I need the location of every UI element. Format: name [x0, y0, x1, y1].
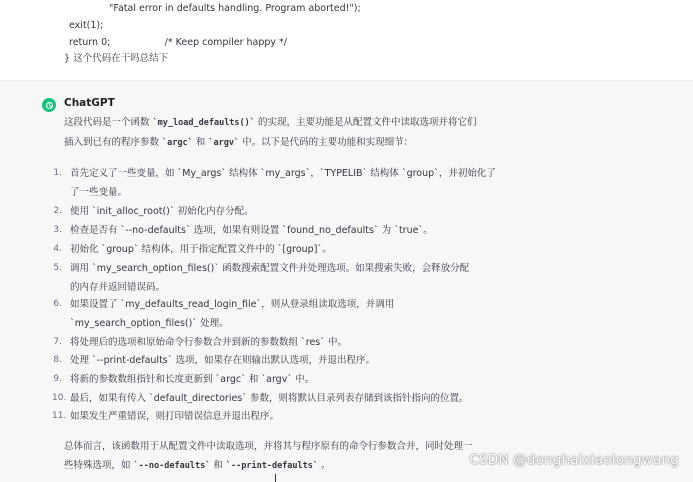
list-text [70, 259, 540, 297]
list-number: 7. [53, 337, 62, 347]
user-message [0, 0, 693, 80]
list-number: 2. [53, 206, 62, 216]
list-number: 1. [53, 168, 62, 178]
list-text [70, 295, 540, 333]
list-text: 最后，如果有传入 `default_directories` 参数，则将默认目录列表存储到该指针指向的位置。 [70, 393, 469, 404]
list-line: 调用 `my_search_option_files()` 函数搜索配置文件并处理选项。如果搜索失败，会释放分配 [70, 263, 470, 274]
inline-code: `--print-defaults` [225, 461, 319, 471]
user-code-line: exit(1); [69, 20, 104, 31]
list-number: 10. [52, 393, 67, 403]
list-line: 的内存并返回错误码。 [70, 282, 166, 293]
list-text [70, 164, 540, 202]
inline-code: `argv` [208, 138, 240, 148]
list-text: 初始化 `group` 结构体，用于指定配置文件中的 `[group]`。 [70, 244, 332, 255]
intro-text: 的实现，主要功能是从配置文件中读取选项并将它们 [257, 117, 477, 128]
csdn-watermark: CSDN @donghaixiaolongwang [469, 452, 679, 468]
user-code-line: return 0; /* Keep compiler happy */ [69, 37, 287, 48]
list-number: 5. [53, 263, 62, 273]
intro-paragraph [64, 113, 534, 153]
list-number: 9. [53, 374, 62, 384]
summary-text: 些特殊选项，如 [64, 460, 131, 471]
list-number: 3. [53, 225, 62, 235]
inline-code: `--no-defaults` [133, 461, 211, 471]
intro-text: 这段代码是一个函数 [64, 117, 150, 128]
list-number: 6. [53, 299, 62, 309]
summary-text: 总体而言，该函数用于从配置文件中读取选项，并将其与程序原有的命令行参数合并，同时处理一 [64, 441, 473, 452]
text-cursor [275, 474, 276, 482]
intro-text: 和 [195, 137, 206, 148]
list-text: 检查是否有 `--no-defaults` 选项，如果有则设置 `found_no_defaults` 为 `true`。 [70, 225, 433, 236]
list-text: 将处理后的选项和原始命令行参数合并到新的参数数组 `res` 中。 [70, 337, 348, 348]
summary-paragraph [64, 437, 534, 476]
summary-text: 。 [321, 460, 331, 471]
assistant-name: ChatGPT [64, 97, 115, 109]
summary-text: 和 [213, 460, 223, 471]
list-text: 如果发生严重错误，则打印错误信息并退出程序。 [70, 411, 280, 422]
list-number: 4. [53, 244, 62, 254]
list-line: 了一些变量。 [70, 187, 128, 198]
list-text: 处理 `--print-defaults` 选项，如果存在则输出默认选项，并退出程序。 [70, 355, 376, 366]
inline-code: `argc` [162, 138, 193, 148]
list-line: 如果设置了 `my_defaults_read_login_file`，则从登录组读取选项，并调用 [70, 299, 395, 310]
user-code-line: "Fatal error in defaults handling. Program aborted!"); [109, 3, 361, 14]
openai-logo-icon [42, 98, 56, 112]
intro-text: 插入到已有的程序参数 [64, 137, 160, 148]
list-number: 11. [52, 411, 67, 421]
list-line: `my_search_option_files()` 处理。 [70, 318, 229, 329]
list-text: 使用 `init_alloc_root()` 初始化内存分配。 [70, 206, 254, 217]
list-number: 8. [53, 355, 62, 365]
user-code-line: } 这个代码在干吗总结下 [64, 53, 169, 64]
list-text: 将新的参数数组指针和长度更新到 `argc` 和 `argv` 中。 [70, 374, 315, 385]
list-line: 首先定义了一些变量，如 `My_args` 结构体 `my_args`，`TYPELIB` 结构体 `group`，并初始化了 [70, 168, 496, 179]
inline-code: `my_load_defaults()` [152, 118, 255, 128]
intro-text: 中。以下是代码的主要功能和实现细节： [242, 137, 414, 148]
